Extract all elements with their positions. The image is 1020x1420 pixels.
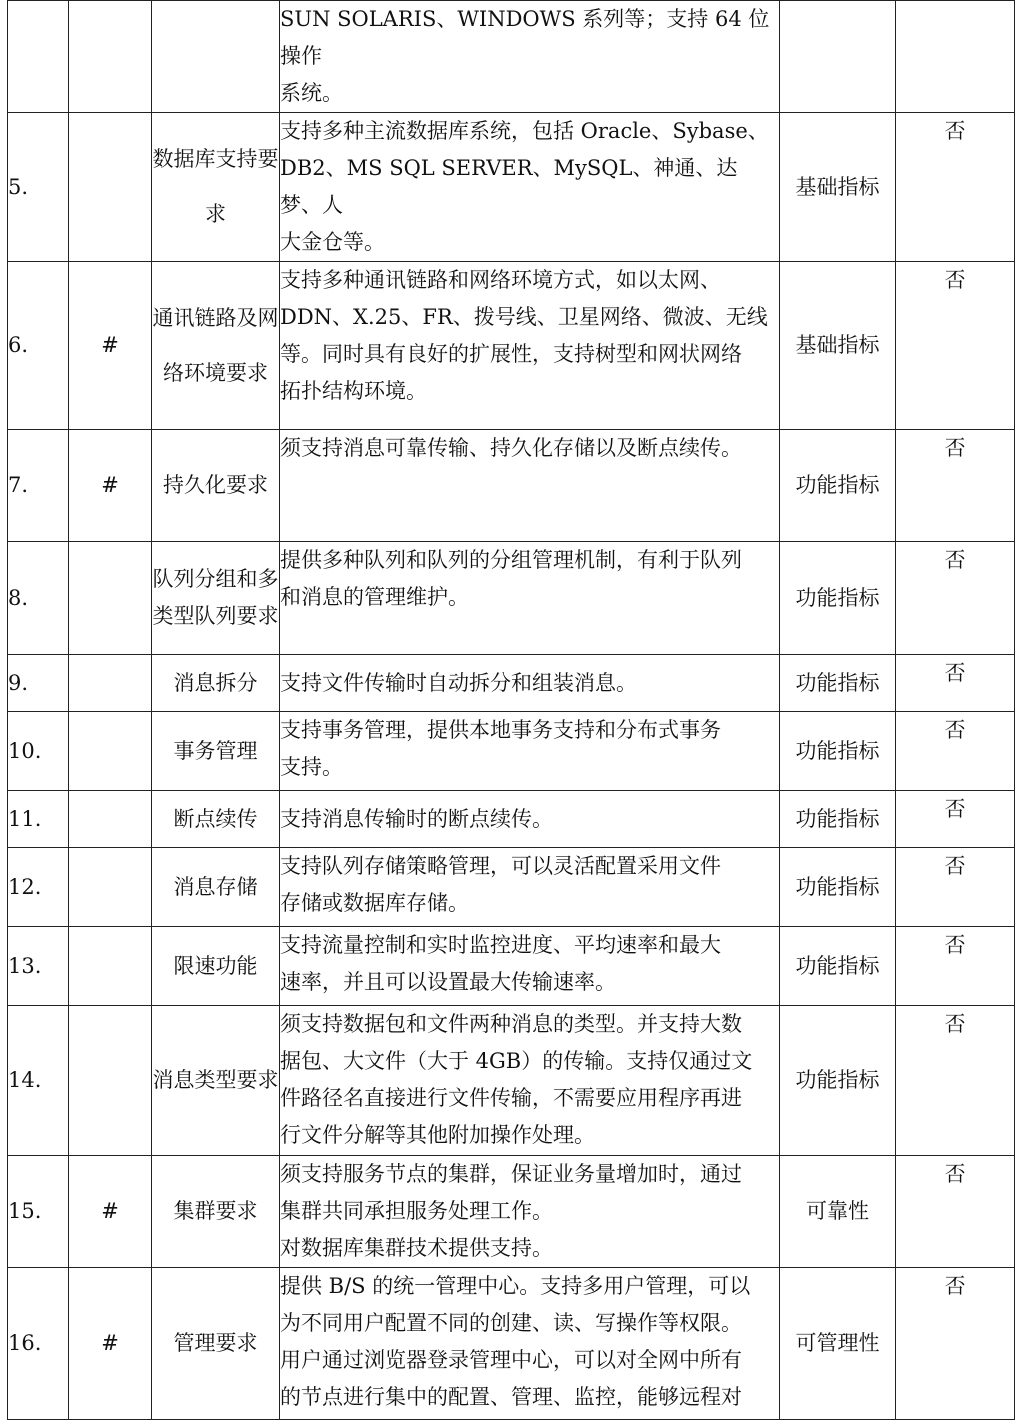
row-number: 16. <box>8 1268 69 1420</box>
requirement-description <box>280 1 780 113</box>
deviation-flag: 否 <box>896 927 1015 1006</box>
indicator-type: 功能指标 <box>780 848 896 927</box>
description-line: 系统。 <box>280 81 343 105</box>
requirement-name: 断点续传 <box>152 791 280 848</box>
table-row <box>8 262 1015 430</box>
description-line: 须支持服务节点的集群，保证业务量增加时，通过 <box>280 1162 742 1186</box>
row-number: 15. <box>8 1156 69 1268</box>
row-number: 7. <box>8 430 69 542</box>
requirement-name: 通讯链路及网络环境要求 <box>152 262 280 430</box>
indicator-type: 可管理性 <box>780 1268 896 1420</box>
table-row <box>8 1006 1015 1156</box>
requirement-name: 数据库支持要求 <box>152 113 280 262</box>
description-line: 据包、大文件（大于 4GB）的传输。支持仅通过文 <box>280 1049 753 1073</box>
key-mark <box>69 542 152 655</box>
description-line: 提供 B/S 的统一管理中心。支持多用户管理，可以 <box>280 1274 751 1298</box>
table-row <box>8 655 1015 712</box>
description-line: 大金仓等。 <box>280 230 385 254</box>
row-number: 8. <box>8 542 69 655</box>
description-line: DDN、X.25、FR、拨号线、卫星网络、微波、无线 <box>280 305 768 329</box>
requirement-name: 消息存储 <box>152 848 280 927</box>
description-line: 支持流量控制和实时监控进度、平均速率和最大 <box>280 933 721 957</box>
requirement-description <box>280 430 780 542</box>
requirement-description <box>280 1006 780 1156</box>
requirement-name: 集群要求 <box>152 1156 280 1268</box>
key-mark <box>69 791 152 848</box>
table-row <box>8 430 1015 542</box>
key-mark: # <box>69 262 152 430</box>
description-line: 支持队列存储策略管理，可以灵活配置采用文件 <box>280 854 721 878</box>
deviation-flag: 否 <box>896 848 1015 927</box>
requirement-description <box>280 655 780 712</box>
row-number <box>8 1 69 113</box>
table-row <box>8 791 1015 848</box>
key-mark <box>69 655 152 712</box>
indicator-type: 功能指标 <box>780 655 896 712</box>
description-line: 等。同时具有良好的扩展性，支持树型和网状网络 <box>280 342 742 366</box>
table-row <box>8 542 1015 655</box>
description-line: 支持事务管理，提供本地事务支持和分布式事务 <box>280 718 721 742</box>
deviation-flag <box>896 1 1015 113</box>
deviation-flag: 否 <box>896 1156 1015 1268</box>
indicator-type: 功能指标 <box>780 1006 896 1156</box>
key-mark <box>69 1 152 113</box>
requirement-name: 持久化要求 <box>152 430 280 542</box>
requirement-description <box>280 927 780 1006</box>
key-mark: # <box>69 1268 152 1420</box>
requirement-description <box>280 848 780 927</box>
indicator-type: 功能指标 <box>780 542 896 655</box>
key-mark <box>69 1006 152 1156</box>
requirement-description <box>280 712 780 791</box>
row-number: 14. <box>8 1006 69 1156</box>
key-mark <box>69 848 152 927</box>
description-line: 支持文件传输时自动拆分和组装消息。 <box>280 670 637 695</box>
description-line: 集群共同承担服务处理工作。 <box>280 1199 553 1223</box>
description-line: 须支持消息可靠传输、持久化存储以及断点续传。 <box>280 436 742 460</box>
deviation-flag: 否 <box>896 430 1015 542</box>
description-line: 支持多种主流数据库系统，包括 Oracle、Sybase、 <box>280 119 769 143</box>
description-line: 和消息的管理维护。 <box>280 585 469 609</box>
requirements-table <box>7 0 1015 1420</box>
key-mark <box>69 113 152 262</box>
row-number: 6. <box>8 262 69 430</box>
requirement-description <box>280 1268 780 1420</box>
deviation-flag: 否 <box>896 1006 1015 1156</box>
indicator-type <box>780 1 896 113</box>
indicator-type: 功能指标 <box>780 927 896 1006</box>
description-line: 用户通过浏览器登录管理中心，可以对全网中所有 <box>280 1348 742 1372</box>
description-line: 行文件分解等其他附加操作处理。 <box>280 1123 595 1147</box>
indicator-type: 基础指标 <box>780 113 896 262</box>
table-row <box>8 113 1015 262</box>
key-mark <box>69 712 152 791</box>
key-mark: # <box>69 1156 152 1268</box>
indicator-type: 功能指标 <box>780 430 896 542</box>
key-mark <box>69 927 152 1006</box>
indicator-type: 可靠性 <box>780 1156 896 1268</box>
description-line: DB2、MS SQL SERVER、MySQL、神通、达梦、人 <box>280 156 738 217</box>
deviation-flag: 否 <box>896 655 1015 712</box>
description-line: 支持消息传输时的断点续传。 <box>280 806 553 831</box>
table-row <box>8 927 1015 1006</box>
requirement-description <box>280 542 780 655</box>
description-line: 速率，并且可以设置最大传输速率。 <box>280 970 616 994</box>
table-row <box>8 712 1015 791</box>
table-row <box>8 848 1015 927</box>
table-row <box>8 1268 1015 1420</box>
row-number: 9. <box>8 655 69 712</box>
deviation-flag: 否 <box>896 712 1015 791</box>
description-line: 拓扑结构环境。 <box>280 379 427 403</box>
deviation-flag: 否 <box>896 262 1015 430</box>
requirement-description <box>280 1156 780 1268</box>
description-line: 为不同用户配置不同的创建、读、写操作等权限。 <box>280 1311 742 1335</box>
requirement-description <box>280 262 780 430</box>
requirement-name: 事务管理 <box>152 712 280 791</box>
requirement-description <box>280 791 780 848</box>
description-line: 支持多种通讯链路和网络环境方式，如以太网、 <box>280 268 721 292</box>
description-line: 的节点进行集中的配置、管理、监控，能够远程对 <box>280 1385 742 1409</box>
indicator-type: 基础指标 <box>780 262 896 430</box>
description-line: 件路径名直接进行文件传输，不需要应用程序再进 <box>280 1086 742 1110</box>
description-line: 支持。 <box>280 755 343 779</box>
row-number: 11. <box>8 791 69 848</box>
table-row <box>8 1156 1015 1268</box>
requirement-description <box>280 113 780 262</box>
description-line: 存储或数据库存储。 <box>280 891 469 915</box>
table-row <box>8 1 1015 113</box>
row-number: 12. <box>8 848 69 927</box>
deviation-flag: 否 <box>896 542 1015 655</box>
description-line: 对数据库集群技术提供支持。 <box>280 1236 553 1260</box>
row-number: 13. <box>8 927 69 1006</box>
key-mark: # <box>69 430 152 542</box>
requirement-name: 消息类型要求 <box>152 1006 280 1156</box>
deviation-flag: 否 <box>896 113 1015 262</box>
requirement-name <box>152 1 280 113</box>
requirement-name: 消息拆分 <box>152 655 280 712</box>
deviation-flag: 否 <box>896 791 1015 848</box>
requirement-name: 管理要求 <box>152 1268 280 1420</box>
description-line: 提供多种队列和队列的分组管理机制，有利于队列 <box>280 548 742 572</box>
indicator-type: 功能指标 <box>780 712 896 791</box>
requirement-name: 队列分组和多类型队列要求 <box>152 542 280 655</box>
deviation-flag: 否 <box>896 1268 1015 1420</box>
indicator-type: 功能指标 <box>780 791 896 848</box>
row-number: 10. <box>8 712 69 791</box>
description-line: SUN SOLARIS、WINDOWS 系列等；支持 64 位操作 <box>280 7 770 68</box>
description-line: 须支持数据包和文件两种消息的类型。并支持大数 <box>280 1012 742 1036</box>
row-number: 5. <box>8 113 69 262</box>
requirement-name: 限速功能 <box>152 927 280 1006</box>
